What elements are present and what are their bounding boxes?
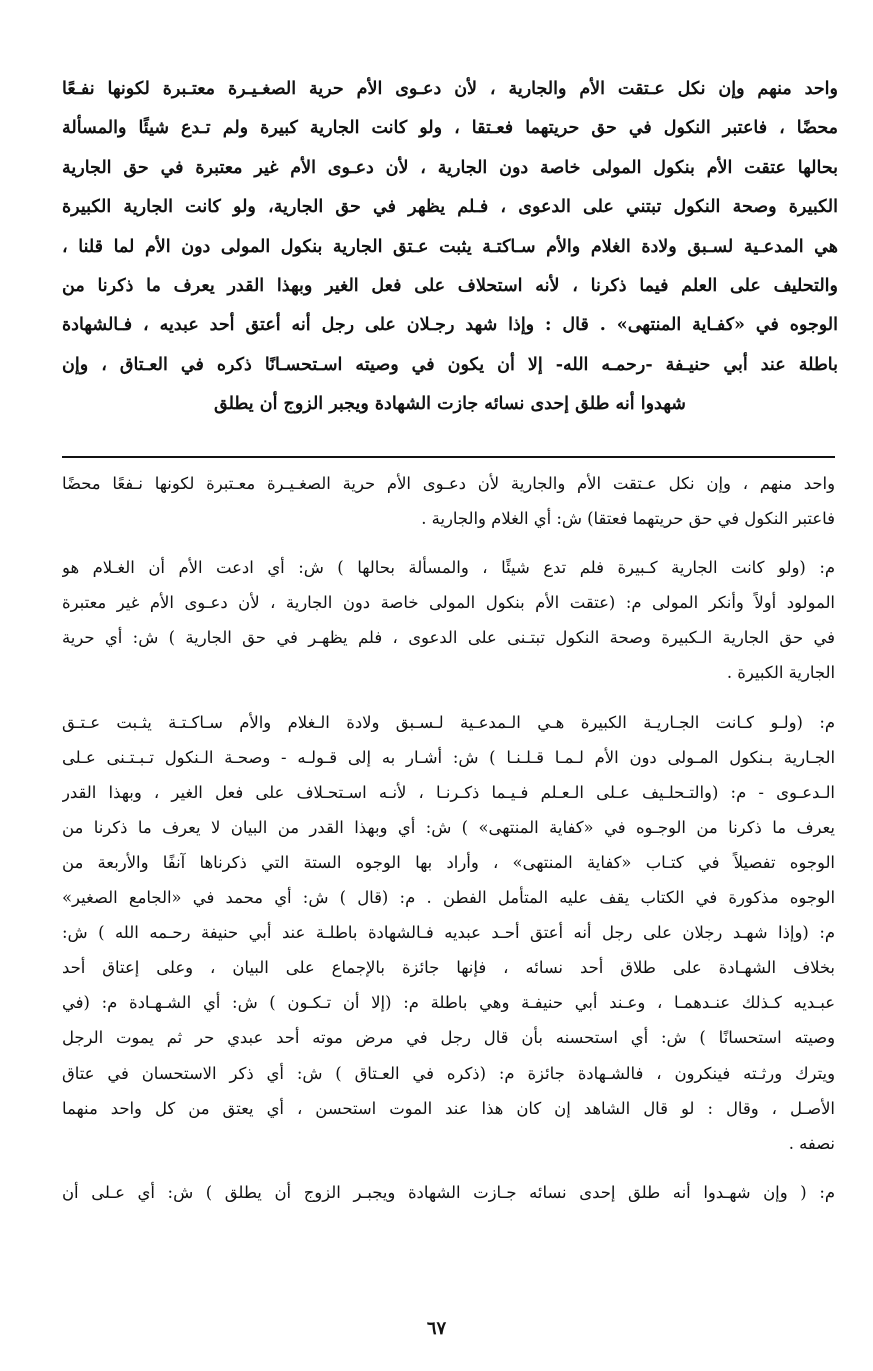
commentary-line: الـدعـوى - م: (والتـحلـيف عـلى الـعـلم فـيـما ذكـرنـا ، لأنـه اسـتحـلاف على فعل الغير ، وبهذا القدر (62, 782, 835, 802)
commentary-line: م: (ولـو كـانت الجـاريـة الكبيرة هـي الـمدعـية لـسـبق ولادة الـغلام والأم سـاكـتـة يثـبت عـتـق (62, 712, 835, 732)
main-text-line: والتحليف على العلم فيما ذكرنا ، لأنه استحلاف على فعل الغير وبهذا القدر يعرف ما ذكرنا من (62, 276, 838, 297)
commentary-paragraph (62, 550, 835, 690)
commentary-line: المولود أولاً وأنكر المولى م: (عتقت الأم بنكول المولى خاصة دون الجارية ، لأن دعـوى الأم غير معتبرة (62, 593, 835, 613)
commentary-line: ويترك ورثـته فينكرون ، فالشـهادة جائزة م: (ذكره في العـتاق ) ش: أي ذكر الاستحسان في عتاق (62, 1063, 835, 1083)
commentary-line: يعرف ما ذكرنا من الوجـوه في «كفاية المنتهى» ) ش: أي وبهذا القدر من البيان لا يعرف ما ذكرنا من (62, 817, 835, 837)
commentary-line: الأصـل ، وقال : لو قال الشاهد إن كان هذا عند الموت استحسن ، أي يعتق من كل واحد منهما (62, 1098, 835, 1118)
commentary-paragraph (62, 1175, 835, 1210)
commentary-line: وصيته استحسانًا ) ش: أي استحسنه بأن قال رجل في مرض موته أحد عبدي حر ثم يموت الرجل (62, 1028, 835, 1048)
commentary-line: عبـديه كـذلك عنـدهمـا ، وعـند أبي حنيفـة وهي باطلة م: (إلا أن تـكـون ) ش: أي الشـهـادة م: (في (62, 993, 835, 1013)
commentary-block (62, 466, 835, 1224)
commentary-line: نصفه . (788, 1133, 835, 1153)
main-text-line: بحالها عتقت الأم بنكول المولى خاصة دون الجارية ، لأن دعـوى الأم غير معتبرة في حق الجارية (62, 157, 838, 178)
page-number: ٦٧ (426, 1318, 447, 1339)
main-text-line: شهدوا أنه طلق إحدى نسائه جازت الشهادة ويجبر الزوج أن يطلق (214, 394, 686, 415)
commentary-line: في حق الجارية الـكبيرة وصحة النكول تبتـنى على الدعوى ، فلم يظهـر في حق الجارية ) ش: أي حرية (62, 628, 835, 648)
main-text-line: الكبيرة وصحة النكول تبتني على الدعوى ، فـلم يظهر في حق الجارية، ولو كانت الجارية الكبيرة (62, 197, 838, 218)
commentary-line: م: (ولو كانت الجارية كـبيرة فلم تدع شيئًا ، والمسألة بحالها ) ش: أي ادعت الأم أن الغـلام هو (62, 558, 835, 578)
main-text-line: هي المدعـية لسـبق ولادة الغلام والأم سـاكتـة يثبت عـتق الجارية بنكول المولى دون الأم لما قلنا ، (62, 236, 838, 257)
commentary-paragraph (62, 705, 835, 1161)
main-text-line: الوجوه في «كفـاية المنتهى» . قال : وإذا شهد رجـلان على رجل أنه أعتق أحد عبديه ، فـالشهادة (62, 315, 838, 336)
commentary-paragraph (62, 466, 835, 536)
commentary-line: فاعتبر النكول في حق حريتهما فعتقا) ش: أي الغلام والجارية . (421, 509, 835, 529)
commentary-line: م: (وإذا شهـد رجلان على رجل أنه أعتق أحـد عبديه فـالشهادة باطلـة عند أبي حنيفة رحـمه الله ) ش: (62, 923, 835, 943)
section-divider (62, 456, 835, 458)
commentary-line: الوجوه تفصيلاً في كتـاب «كفاية المنتهى» ، وأراد بها الوجوه الستة التي ذكرناها آنفًا والأربعة من (62, 852, 835, 872)
commentary-line: م: ( وإن شهـدوا أنه طلق إحدى نسائه جـازت الشهادة ويجبـر الزوج أن يطلق ) ش: أي عـلى أن (62, 1182, 835, 1202)
commentary-line: الجارية الكبيرة . (726, 663, 835, 683)
commentary-line: بخلاف الشهـادة على طلاق أحد نسائه ، فإنها جائزة بالإجماع على البيان ، وعلى إعتاق أحد (62, 958, 835, 978)
main-text-line: باطلة عند أبي حنيـفة -رحمـه الله- إلا أن يكون في وصيته اسـتحسـانًا ذكره في العـتاق ، وإن (62, 354, 838, 375)
commentary-line: الجـارية بـنكول المـولى دون الأم لـمـا قـلـنـا ) ش: أشـار به إلى قـولـه - وصحـة الـنكول تـبـتـنى عـلى (62, 747, 835, 767)
main-text-line: محضًا ، فاعتبر النكول في حق حريتهما فعـتقا ، ولو كانت الجارية كبيرة ولم تـدع شيئًا والمسألة (62, 118, 838, 139)
main-text-line: واحد منهم وإن نكل عـتقت الأم والجارية ، لأن دعـوى الأم حرية الصغـيـرة معتـبرة لكونها نفـعًا (62, 79, 838, 99)
main-text-block (62, 70, 838, 425)
commentary-line: واحد منهم ، وإن نكل عـتقت الأم والجارية لأن دعـوى الأم حرية الصغـيـرة معـتبرة لكونها نـفعًا محضًا (62, 474, 835, 493)
commentary-line: الوجوه مذكورة في الكتاب يقف عليه المتأمل الفطن . م: (قال ) ش: أي محمد في «الجامع الصغير» (62, 888, 835, 908)
